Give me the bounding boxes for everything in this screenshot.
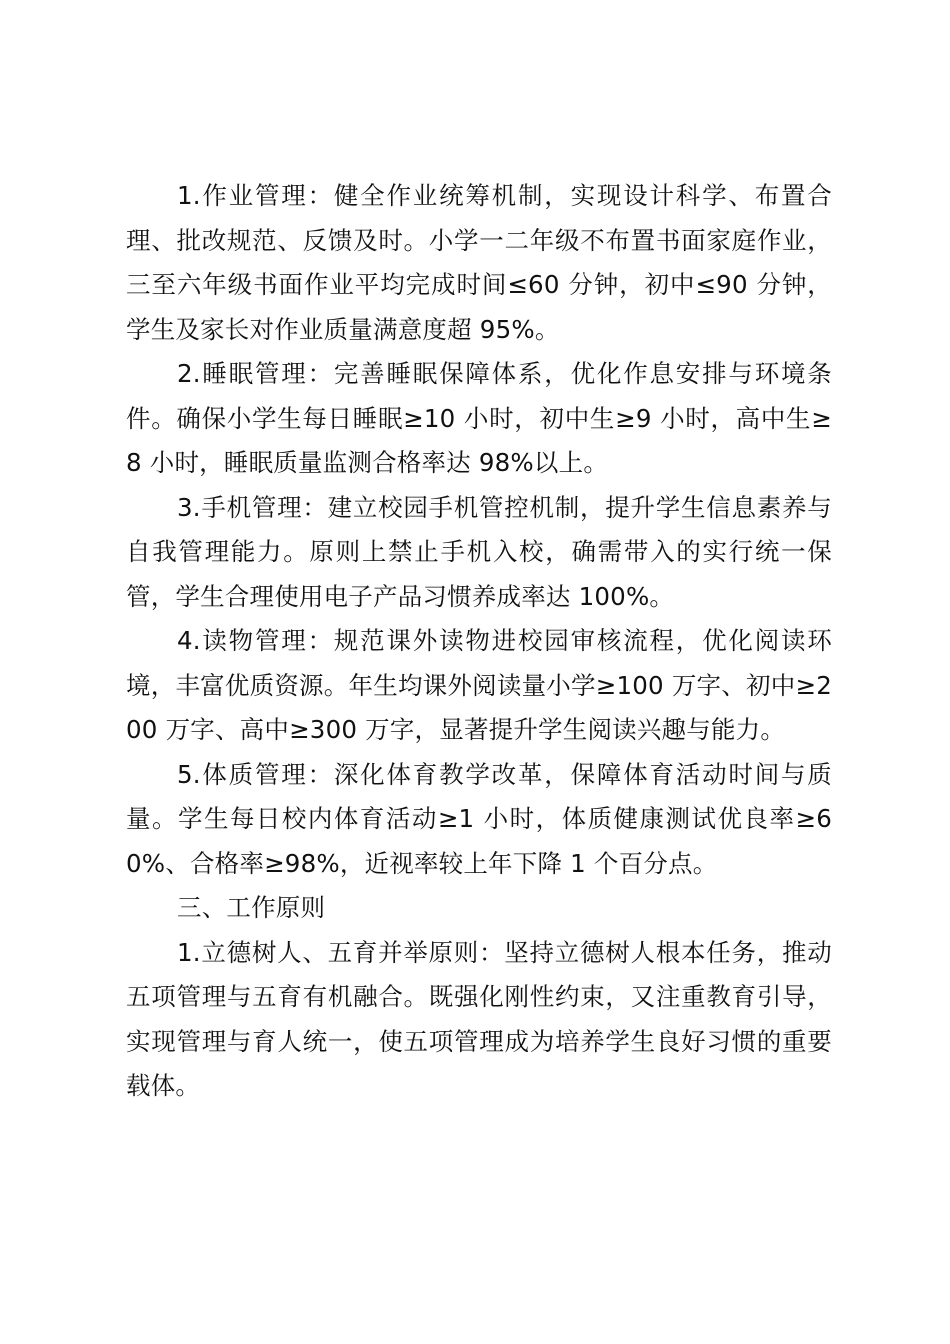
paragraph-sleep-management: 2.睡眠管理：完善睡眠保障体系，优化作息安排与环境条件。确保小学生每日睡眠≥10 小时，初中生≥9 小时，高中生≥8 小时，睡眠质量监测合格率达 98%以上。 (126, 359, 832, 477)
paragraph-reading-management: 4.读物管理：规范课外读物进校园审核流程，优化阅读环境，丰富优质资源。年生均课外阅读量小学≥100 万字、初中≥200 万字、高中≥300 万字，显著提升学生阅读兴趣与能力。 (126, 626, 832, 744)
paragraph-principle-1: 1.立德树人、五育并举原则：坚持立德树人根本任务，推动五项管理与五育有机融合。既强化刚性约束，又注重教育引导，实现管理与育人统一，使五项管理成为培养学生良好习惯的重要载体。 (126, 937, 832, 1100)
paragraph-phone-management: 3.手机管理：建立校园手机管控机制，提升学生信息素养与自我管理能力。原则上禁止手机入校，确需带入的实行统一保管，学生合理使用电子产品习惯养成率达 100%。 (126, 492, 832, 611)
document-body (126, 174, 832, 1109)
paragraph-physical-management: 5.体质管理：深化体育教学改革，保障体育活动时间与质量。学生每日校内体育活动≥1 小时，体质健康测试优良率≥60%、合格率≥98%，近视率较上年下降 1 个百分点。 (126, 759, 832, 878)
paragraph-homework-management: 1.作业管理：健全作业统筹机制，实现设计科学、布置合理、批改规范、反馈及时。小学一二年级不布置书面家庭作业，三至六年级书面作业平均完成时间≤60 分钟，初中≤90 分钟，学生及家长对作业质量满意度超 95%。 (126, 181, 832, 344)
section-heading-work-principles: 三、工作原则 (177, 893, 326, 922)
